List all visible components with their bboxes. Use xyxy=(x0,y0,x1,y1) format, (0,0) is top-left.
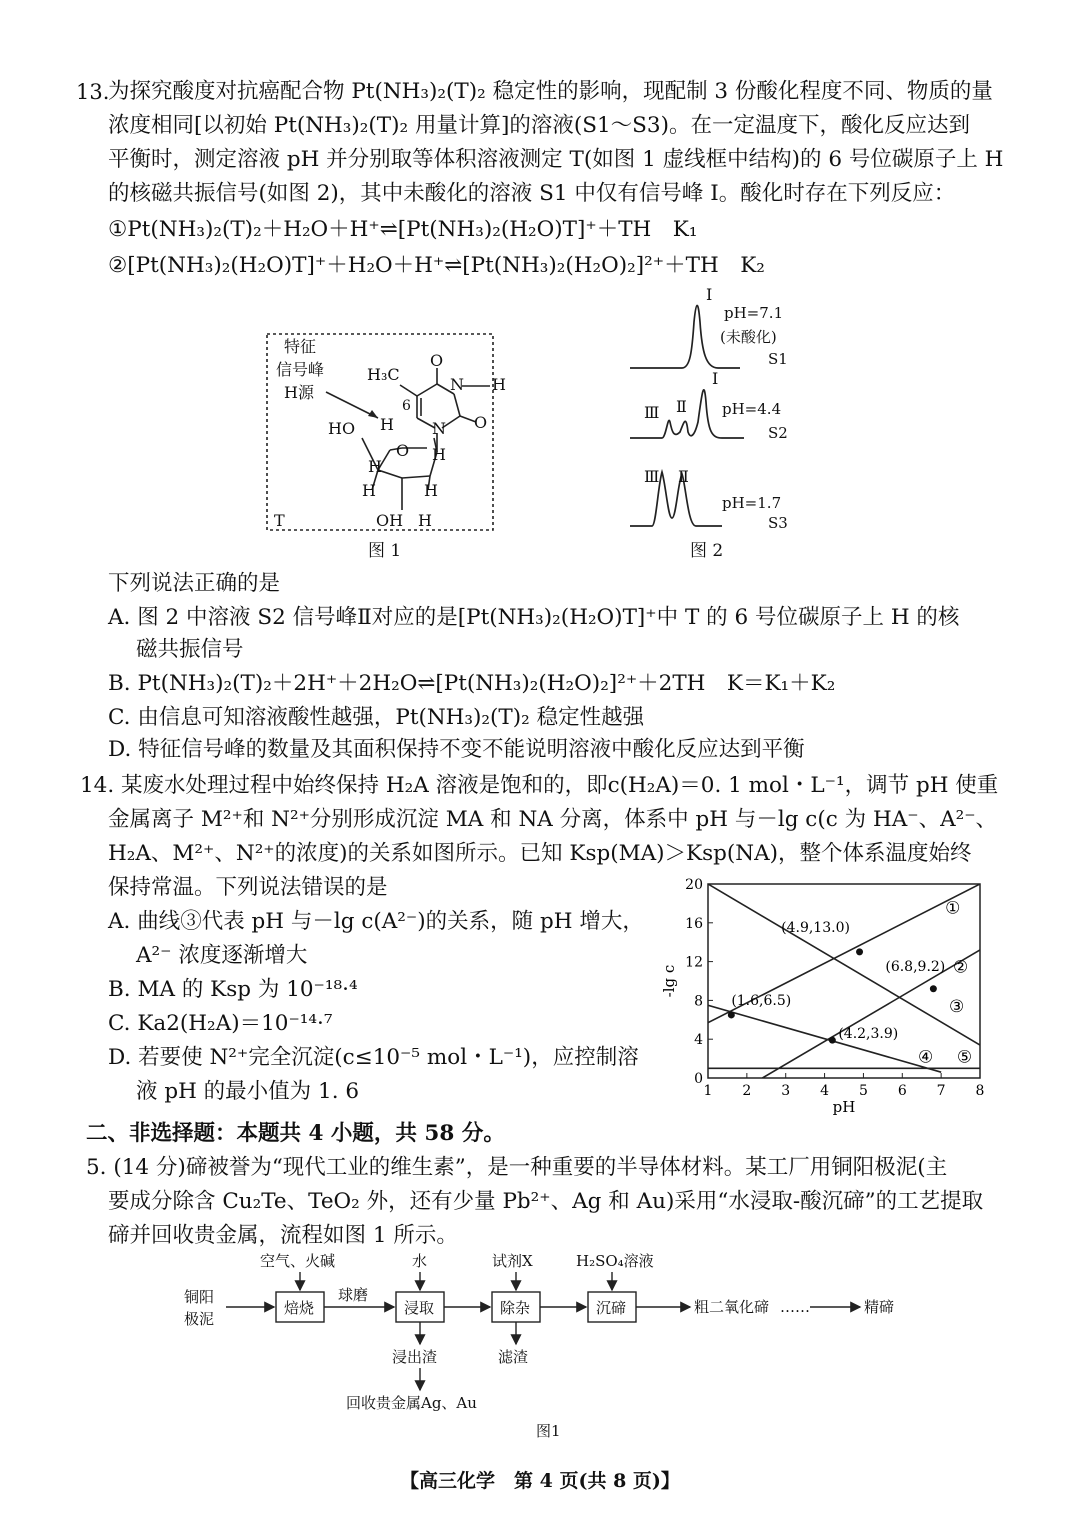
atom-o-ring: O xyxy=(396,441,410,460)
flow-start-l1: 铜阳 xyxy=(184,1288,215,1306)
s2-peak2-label: Ⅱ xyxy=(676,397,687,416)
annotation-label: (6.8,9.2) xyxy=(885,958,946,975)
q14-chart xyxy=(660,872,1000,1122)
atom-n1: N xyxy=(450,375,464,394)
atom-h-d: H xyxy=(432,445,446,464)
atom-h-c: H xyxy=(424,481,438,500)
box-label-t: T xyxy=(274,511,285,530)
flow-product-pure: 精碲 xyxy=(864,1298,895,1316)
x-tick-label: 5 xyxy=(858,1083,868,1099)
x-axis-label: pH xyxy=(832,1098,856,1116)
flow-input-x: 试剂X xyxy=(492,1252,533,1270)
atom-h-n: H xyxy=(492,375,506,394)
flow-ballmill: 球磨 xyxy=(338,1286,369,1304)
x-tick-label: 4 xyxy=(820,1083,830,1099)
y-tick-label: 8 xyxy=(694,993,703,1010)
x-tick-label: 7 xyxy=(936,1083,946,1099)
q13-stem-line1: 为探究酸度对抗癌配合物 Pt(NH₃)₂(T)₂ 稳定性的影响，现配制 3 份酸化程度不同、物质的量 xyxy=(108,79,993,104)
q13-option-a-line2: 磁共振信号 xyxy=(136,637,244,662)
question-13 xyxy=(76,76,1004,556)
s3-peak2-label: Ⅱ xyxy=(678,467,689,486)
note-line1: 特征 xyxy=(284,337,317,356)
annotation-point xyxy=(728,1011,735,1018)
q15-stem-line2: 要成分除含 Cu₂Te、TeO₂ 外，还有少量 Pb²⁺、Ag 和 Au)采用“水浸取-酸沉碲”的工艺提取 xyxy=(108,1189,984,1214)
q13-prompt: 下列说法正确的是 xyxy=(108,571,281,596)
atom-h-b: H xyxy=(362,481,376,500)
annotation-label: (1.6,6.5) xyxy=(731,992,792,1009)
series-line xyxy=(762,950,980,1078)
q13-stem-line3: 平衡时，测定溶液 pH 并分别取等体积溶液测定 T(如图 1 虚线框中结构)的 6 号位碳原子上 H xyxy=(108,147,1004,172)
q14-option-a-line2: A²⁻ 浓度逐渐增大 xyxy=(136,943,308,968)
flow-box-purify-label: 除杂 xyxy=(500,1299,531,1317)
figure-1-structure xyxy=(262,330,506,570)
series-label: ① xyxy=(945,898,961,919)
x-tick-label: 8 xyxy=(975,1083,985,1099)
section2-heading: 二、非选择题：本题共 4 小题，共 58 分。 xyxy=(86,1121,505,1146)
flow-recover: 回收贵金属Ag、Au xyxy=(346,1394,477,1412)
x-tick-label: 2 xyxy=(742,1083,752,1099)
q14-stem-line4: 保持常温。下列说法错误的是 xyxy=(108,875,388,900)
y-tick-label: 20 xyxy=(685,877,703,893)
flow-product-crude: 粗二氧化碲 xyxy=(694,1298,770,1316)
q14-option-d-line2: 液 pH 的最小值为 1. 6 xyxy=(136,1079,360,1104)
q13-option-d: D. 特征信号峰的数量及其面积保持不变不能说明溶液中酸化反应达到平衡 xyxy=(108,737,805,762)
s3-ph: pH=1.7 xyxy=(722,494,782,512)
flow-input-h2so4: H₂SO₄溶液 xyxy=(576,1252,654,1270)
atom-six: 6 xyxy=(402,398,411,414)
series-label: ④ xyxy=(917,1047,934,1068)
q14-option-c: C. Ka2(H₂A)＝10⁻¹⁴·⁷ xyxy=(108,1011,333,1036)
q13-options xyxy=(108,568,1008,768)
s2-name: S2 xyxy=(768,424,788,442)
q13-option-b: B. Pt(NH₃)₂(T)₂＋2H⁺＋2H₂O⇌[Pt(NH₃)₂(H₂O)₂]²⁺＋2TH K＝K₁＋K₂ xyxy=(108,671,836,696)
series-label: ⑤ xyxy=(956,1047,973,1068)
y-tick-label: 16 xyxy=(685,915,703,932)
q13-stem-line4: 的核磁共振信号(如图 2)，其中未酸化的溶液 S1 中仅有信号峰 Ⅰ。酸化时存在下列反应： xyxy=(108,181,956,206)
q14-stem-line2: 金属离子 M²⁺和 N²⁺分别形成沉淀 MA 和 NA 分离，体系中 pH 与－lg c(c 为 HA⁻、A²⁻、 xyxy=(108,807,998,832)
annotation-label: (4.2,3.9) xyxy=(838,1026,899,1043)
s1-peak-label: Ⅰ xyxy=(706,285,713,304)
flow-input-air: 空气、火碱 xyxy=(260,1252,336,1270)
s2-ph: pH=4.4 xyxy=(722,400,782,418)
flow-filter-residue: 滤渣 xyxy=(498,1348,529,1366)
s2-peak1-label: Ⅰ xyxy=(712,369,719,388)
flow-box-precip-label: 沉碲 xyxy=(596,1299,627,1317)
page-footer: 【高三化学 第 4 页(共 8 页)】 xyxy=(400,1470,680,1492)
q15-flowchart xyxy=(170,1240,930,1440)
q13-reaction-1: ①Pt(NH₃)₂(T)₂＋H₂O＋H⁺⇌[Pt(NH₃)₂(H₂O)T]⁺＋TH K₁ xyxy=(108,217,698,242)
q14-option-a-line1: A. 曲线③代表 pH 与－lg c(A²⁻)的关系，随 pH 增大， xyxy=(108,909,644,934)
figure-1-label: 图 1 xyxy=(368,541,402,561)
flow-figure-label: 图1 xyxy=(536,1422,561,1440)
atom-o-top: O xyxy=(430,351,444,370)
x-tick-label: 1 xyxy=(703,1083,713,1099)
s3-name: S3 xyxy=(768,514,788,532)
atom-n3: N xyxy=(432,419,446,438)
q13-option-c: C. 由信息可知溶液酸性越强，Pt(NH₃)₂(T)₂ 稳定性越强 xyxy=(108,705,645,730)
y-tick-label: 4 xyxy=(694,1032,703,1049)
note-line3: H源 xyxy=(284,383,314,402)
y-axis-label: -lg c xyxy=(660,964,678,998)
q15-stem-line1: 5. (14 分)碲被誉为“现代工业的维生素”，是一种重要的半导体材料。某工厂用铜阳极泥(主 xyxy=(86,1155,948,1180)
annotation-point xyxy=(829,1037,836,1044)
atom-h3c: H₃C xyxy=(367,365,400,384)
q15-stem-line3: 碲并回收贵金属，流程如图 1 所示。 xyxy=(108,1223,458,1248)
figure-2-label: 图 2 xyxy=(690,541,724,561)
q13-number: 13. xyxy=(76,80,110,104)
annotation-point xyxy=(930,985,937,992)
y-tick-label: 0 xyxy=(694,1071,703,1087)
q13-stem-line2: 浓度相同[以初始 Pt(NH₃)₂(T)₂ 用量计算]的溶液(S1～S3)。在一定温度下，酸化反应达到 xyxy=(108,113,970,138)
chart-frame xyxy=(708,884,980,1078)
q14-option-b: B. MA 的 Ksp 为 10⁻¹⁸·⁴ xyxy=(108,977,358,1002)
atom-ho: HO xyxy=(328,419,356,438)
s1-name: S1 xyxy=(768,350,788,368)
q14-option-d-line1: D. 若要使 N²⁺完全沉淀(c≤10⁻⁵ mol・L⁻¹)，应控制溶 xyxy=(108,1045,639,1070)
y-tick-label: 12 xyxy=(685,954,703,971)
note-line2: 信号峰 xyxy=(276,360,325,379)
q14-stem-line1: 14. 某废水处理过程中始终保持 H₂A 溶液是饱和的，即c(H₂A)＝0. 1 mol・L⁻¹，调节 pH 使重 xyxy=(80,773,999,798)
q13-reaction-2: ②[Pt(NH₃)₂(H₂O)T]⁺＋H₂O＋H⁺⇌[Pt(NH₃)₂(H₂O)₂]²⁺＋TH K₂ xyxy=(108,253,765,278)
series-label: ③ xyxy=(949,997,965,1018)
figure-2-nmr xyxy=(622,282,802,532)
flow-start-l2: 极泥 xyxy=(184,1310,215,1328)
flow-box-roast-label: 焙烧 xyxy=(284,1299,315,1317)
s1-note: (未酸化) xyxy=(720,328,777,346)
atom-h-a: H xyxy=(368,457,382,476)
q14-stem-line3: H₂A、M²⁺、N²⁺的浓度)的关系如图所示。已知 Ksp(MA)＞Ksp(NA)，整个体系温度始终 xyxy=(108,841,972,866)
x-tick-label: 6 xyxy=(897,1083,907,1099)
atom-h-e: H xyxy=(418,511,432,530)
q13-option-a-line1: A. 图 2 中溶液 S2 信号峰Ⅱ对应的是[Pt(NH₃)₂(H₂O)T]⁺中 T 的 6 号位碳原子上 H 的核 xyxy=(108,605,960,630)
s3-peak3-label: Ⅲ xyxy=(644,467,660,486)
annotation-label: (4.9,13.0) xyxy=(781,919,850,936)
series-label: ② xyxy=(952,957,969,978)
x-tick-label: 3 xyxy=(781,1083,791,1099)
flow-input-water: 水 xyxy=(412,1252,428,1270)
flow-residue: 浸出渣 xyxy=(392,1348,438,1366)
s1-ph: pH=7.1 xyxy=(724,304,784,322)
flow-box-leach-label: 浸取 xyxy=(404,1299,435,1317)
s2-peak3-label: Ⅲ xyxy=(644,403,660,422)
atom-h6: H xyxy=(380,415,394,434)
annotation-point xyxy=(856,948,863,955)
atom-o-right: O xyxy=(474,413,488,432)
flow-dots: …… xyxy=(780,1298,810,1316)
series-line xyxy=(708,1005,941,1072)
atom-oh: OH xyxy=(376,511,404,530)
